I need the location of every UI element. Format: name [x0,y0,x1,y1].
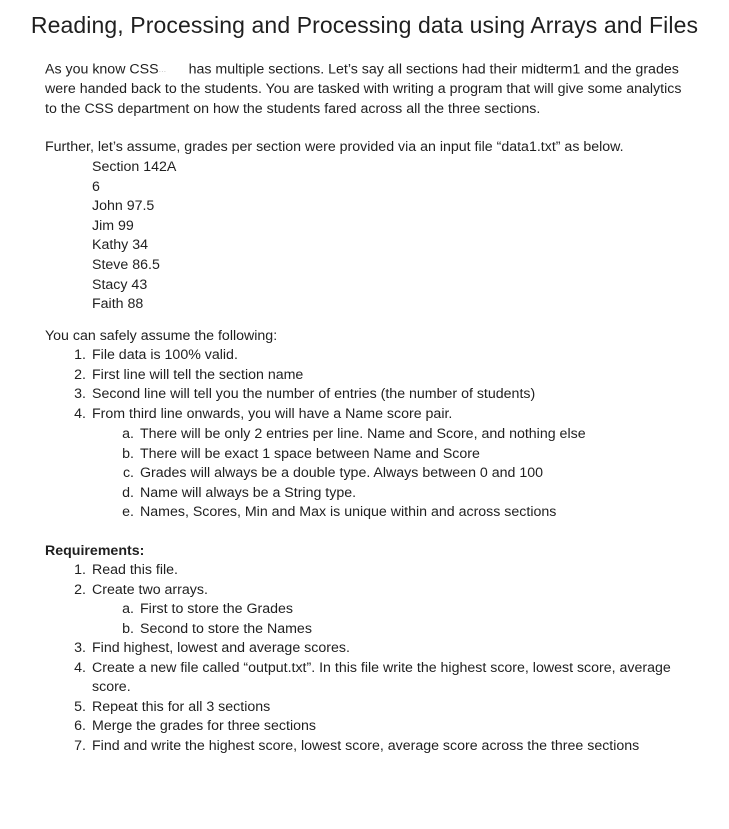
list-item: a. There will be only 2 entries per line. Name and Score, and nothing else [122,426,586,442]
list-item: e. Names, Scores, Min and Max is unique within and across sections [122,504,557,521]
sub-assumptions-list [122,425,586,523]
assumptions-list [74,346,536,424]
requirements-sub-list [122,600,312,639]
list-item: 4. From third line onwards, you will have a Name score pair. [74,405,453,422]
list-item: b. There will be exact 1 space between Name and Score [122,445,480,462]
file-line: Faith 88 [92,296,144,313]
page-title: Reading, Processing and Processing data using Arrays and Files [30,12,699,38]
list-item: c. Grades will always be a double type. Always between 0 and 100 [122,465,544,482]
redacted-mark: ... [158,64,167,74]
requirements-list [74,561,208,600]
intro-text-after: has multiple sections. Let’s say all sections had their midterm1 and the grades were handed back to the students. You are tasked with writing a program that will give some analytics to the CSS department on how the students fared across all the three sections. [45,61,682,117]
list-item: 6. Merge the grades for three sections [74,718,316,735]
list-item: d. Name will always be a String type. [122,484,357,501]
further-paragraph: Further, let’s assume, grades per section were provided via an input file “data1.txt” as below. [45,139,624,155]
requirements-list-continued [74,639,672,757]
file-line: Kathy 34 [92,237,149,254]
list-item: 2. Create two arrays. [74,581,208,598]
intro-paragraph [45,60,685,119]
file-line: Steve 86.5 [92,256,160,273]
list-item: 2. First line will tell the section name [74,366,304,383]
file-line: Section 142A [92,159,177,175]
list-item: 1. File data is 100% valid. [74,347,238,363]
list-item: 3. Second line will tell you the number of entries (the number of students) [74,386,536,403]
file-sample [92,158,176,315]
file-line: John 97.5 [92,198,155,215]
requirements-heading: Requirements: [45,543,145,559]
file-line: Jim 99 [92,217,134,234]
list-item: 4. Create a new file called “output.txt”. In this file write the highest score, lowest score, average score. [74,659,671,696]
list-item: b. Second to store the Names [122,620,312,637]
file-line: Stacy 43 [92,276,148,293]
list-item: 3. Find highest, lowest and average scores. [74,640,350,656]
list-item: 1. Read this file. [74,562,178,578]
list-item: 5. Repeat this for all 3 sections [74,698,271,715]
assumptions-heading: You can safely assume the following: [45,328,278,344]
file-line: 6 [92,178,100,195]
list-item: 7. Find and write the highest score, lowest score, average score across the three sections [74,737,640,754]
list-item: a. First to store the Grades [122,601,293,617]
intro-text-before: As you know CSS [45,61,159,78]
